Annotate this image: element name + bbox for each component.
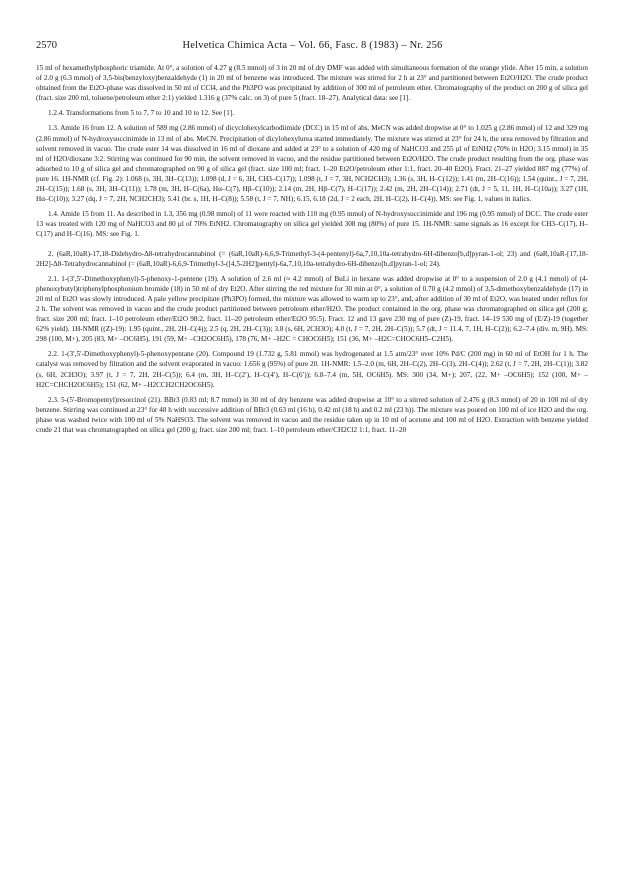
paragraph-2-1: 2.1. 1-(3′,5′-Dimethoxyphenyl)-5-phenoxy-1-pentene (19). A solution of 2.6 ml (≈ 4.2 mmol) of BuLi in hexane was added dropwise at 0° to a suspension of 2.0 g (4.1 mmol) of (4-phenoxybutyl)triphenylphosphonium bromide (18) in 50 ml of dry Et2O. After stirring the red mixture for 30 min at 0°, a solution of 0.70 g (4.2 mmol) of 3,5-dimethoxybenzaldehyde (17) in 20 ml of Et2O was slowly introduced. A pale yellow precipitate (Ph3PO) formed, the mixture was allowed to warm up to 23°, and, after addition of 30 ml of Et2O, was heated under reflux for 2 h. The solvent was removed in vacuo and the crude product partitioned between petroleum ether/H2O. The product contained in the org. phase was chromatographed on silica gel (200 g; fract. size 200 ml; fract. 1–10 petroleum ether/Et2O 98:2, fract. 11–20 petroleum ether/Et2O 95:5). Fract. 12 and 13 gave 230 mg of pure (Z)-19, fract. 14–19 530 mg of (E/Z)-19 (together 62% yield). 1H-NMR ((Z)-19): 1.95 (quint., 2H, 2H–C(4)); 2.5 (q, 2H, 2H–C(3)); 3.8 (s, 6H, 2CH3O); 4.0 (t, J = 7, 2H, 2H–C(5)); 5.7 (dt, J = 11.4, 7, 1H, H–C(2)); 6.2–7.4 (div. m, 9H). MS: 298 (100, M+), 205 (83, M+ –OC6H5), 191 (59, M+ –CH2OC6H5), 178 (76, M+ –H2C = CHOC6H5); 151 (36, M+ –H2C=CHOC6H5–C2H5). [36, 274, 588, 344]
running-header [36, 40, 588, 51]
paragraph-1-3: 1.3. Amide 16 from 12. A solution of 589 mg (2.86 mmol) of dicyclohexylcarbodiimide (DCC) in 15 ml of abs. MeCN was added dropwise at 0° to 1.025 g (2.86 mmol) of 12 and 329 mg (2.86 mmol) of N-hydroxysuccinimide in 13 ml of abs. MeCN. Precipitation of dicylohexylurea started immediately. The mixture was stirred at 23° for 24 h, the urea removed by filtration and solvent removed in vacuo. The crude ester 14 was dissolved in 16 ml of dioxane and added at 23° to a solution of 420 mg of NaHCO3 and 255 µl of EtNH2 (70% in H2O; 3.15 mmol) in 35 ml of H2O/dioxane 3:2. Stirring was continued for 90 min, the solvent removed in vacuo, and the residue partitioned between Et2O/H2O. The crude product resulting from the org. phase was adsorbed to 10 g of silica gel and chromatographed on 90 g of silica gel (fract. size 100 ml; fract. 1–20 Et2O/petroleum ether 1:1, fract. 20–40 Et2O). Fract. 21–27 yielded 887 mg (77%) of pure 16. 1H-NMR (cf. Fig. 2): 1.068 (s, 3H, 3H–C(13)); 1.098 (d, J = 6, 3H, CH3–C(17)); 1.098 (t, J = 7, 3H, NCH2CH3); 1.36 (s, 3H, H–C(12)); 1.41 (m, 2H–C(16)); 1.54 (quint., J = 7, 2H, 2H–C(15)); 1.68 (s, 3H, 3H–C(11)); 1.78 (m, 3H, H–C(6a), Hα–C(7), Hβ–C(10)); 2.14 (m, 2H, Hβ–C(7), H–C(17)); 2.42 (m, 2H, 2H–C(14)); 2.71 (dt, J = 5, 11, 1H, H–C(10a)); 3.27 (1H, Hα–C(10)); 3.27 (dq, J = 7, 2H, NCH2CH3); 5.41 (br. s, 1H, H–C(8)); 5.58 (t, J = 7, NH); 6.15, 6.18 (2d, J = 2 each, 2H, H–C(2), H–C(4)). MS: see Fig. 1, values in italics. [36, 124, 588, 204]
paragraph-1: 15 ml of hexamethylphosphoric triamide. At 0°, a solution of 4.27 g (8.5 mmol) of 3 in 20 ml of dry DMF was added with simultaneous formation of the orange ylide. After 15 min, a solution of 2.0 g (6.3 mmol) of 3,5-bis(benzyloxy)benzaldehyde (1) in 20 ml of benzene was introduced. The mixture was stirred for 2 h at 23° and partitioned between Et2O/H2O. The crude product obtained from the Et2O-phase was dissolved in 50 ml of CCl4, and the Ph3PO was precipitated by addition of 300 ml of petroleum ether. Chromatography of the product on 200 g of silica gel (fract. size 200 ml, toluene/petroleum ether 2:1) yielded 1.316 g (37% calc. on 3) of pure 5 (fract. 18–27). Analytical data: see [1]. [36, 64, 588, 103]
paragraph-2-2: 2.2. 1-(3′,5′-Dimethoxyphenyl)-5-phenoxypentane (20). Compound 19 (1.732 g, 5.81 mmol) was hydrogenated at 1.5 atm/23° over 10% Pd/C (200 mg) in 60 ml of EtOH for 1 h. The catalyst was removed by filtration and the solvent evaporated in vacuo: 1.656 g (95%) of pure 20. 1H-NMR: 1.5–2.0 (m, 6H, 2H–C(2), 2H–C(3), 2H–C(4)); 2.62 (t, J = 7, 2H, 2H–C(1)); 3.82 (s, 6H, 2CH3O); 3.97 (t, J = 7, 2H, 2H–C(5)); 6.4 (m, 3H, H–C(2′), H–C(4′), H–C(6′)); 6.8–7.4 (m, 5H, OC6H5). MS: 300 (34, M+); 207, (22, M+ –OC6H5); 152 (100, M+ –H2C=CHCH2OC6H5); 151 (62, M+ –H2CCH2CH2OC6H5). [36, 350, 588, 389]
page-number: 2570 [36, 40, 57, 51]
paragraph-2-3: 2.3. 5-(5′-Bromopentyl)resorcinol (21). BBr3 (0.83 ml; 8.7 mmol) in 30 ml of dry benzene was added dropwise at 10° to a stirred solution of 2.476 g (8.3 mmol) of 20 in 100 ml of dry benzene. Stirring was continued at 23° for 48 h with successive addition of BBr3 (0.63 ml (16 h), 0.42 ml (18 h) and 0.2 ml (23 h)). The mixture was poured on 100 ml of ice H2O and the org. phase was washed twice with 100 ml of 5% NaHSO3. The solvent was removed in vacuo and the residue taken up in 10 ml of acetone and 100 ml of H2O. Extraction with benzene yielded crude 21 that was chromatographed on silica gel (200 g; fract. size 200 ml; fract. 1–10 petroleum ether/CH2Cl2 1:1, fract. 11–20 [36, 395, 588, 434]
paragraph-1-2-4: 1.2.4. Transformations from 5 to 7, 7 to 10 and 10 to 12. See [1]. [48, 109, 235, 118]
section-2-heading: 2. (6aR,10aR)-17,18-Didehydro-Δ8-tetrahydrocannabinol (= (6aR,10aR)-6,6,9-Trimethyl-3-(4-pentenyl)-6a,7,10,10a-tetrahydro-6H-dibenzo[b,d]pyran-1-ol; 23) and (6aR,10aR-[17,18-2H2]-Δ8-Tetrahydrocannabinol (= (6aR,10aR)-6,6,9-Trimethyl-3-([4,5-2H2]pentyl)-6a,7,10,10a-tetrahydro-6H-dibenzo[b,d]pyran-1-ol; 24). [36, 249, 588, 268]
journal-title: Helvetica Chimica Acta – Vol. 66, Fasc. 8 (1983) – Nr. 256 [182, 40, 443, 51]
journal-page [36, 40, 588, 440]
paragraph-1-4: 1.4. Amide 15 from 11. As described in 1.3, 356 mg (0.98 mmol) of 11 were reacted with 110 mg (0.95 mmol) of N-hydroxysuccinimide and 196 mg (0.95 mmol) of DCC. The crude ester 13 was treated with 120 mg of NaHCO3 and 80 µl of 70% EtNH2. Chromatography on silica gel yielded 308 mg (80%) of pure 15. 1H-NMR: same signals as 16 except for CH3–C(17), H–C(17) and H–C(16). MS: see Fig. 1. [36, 210, 588, 239]
